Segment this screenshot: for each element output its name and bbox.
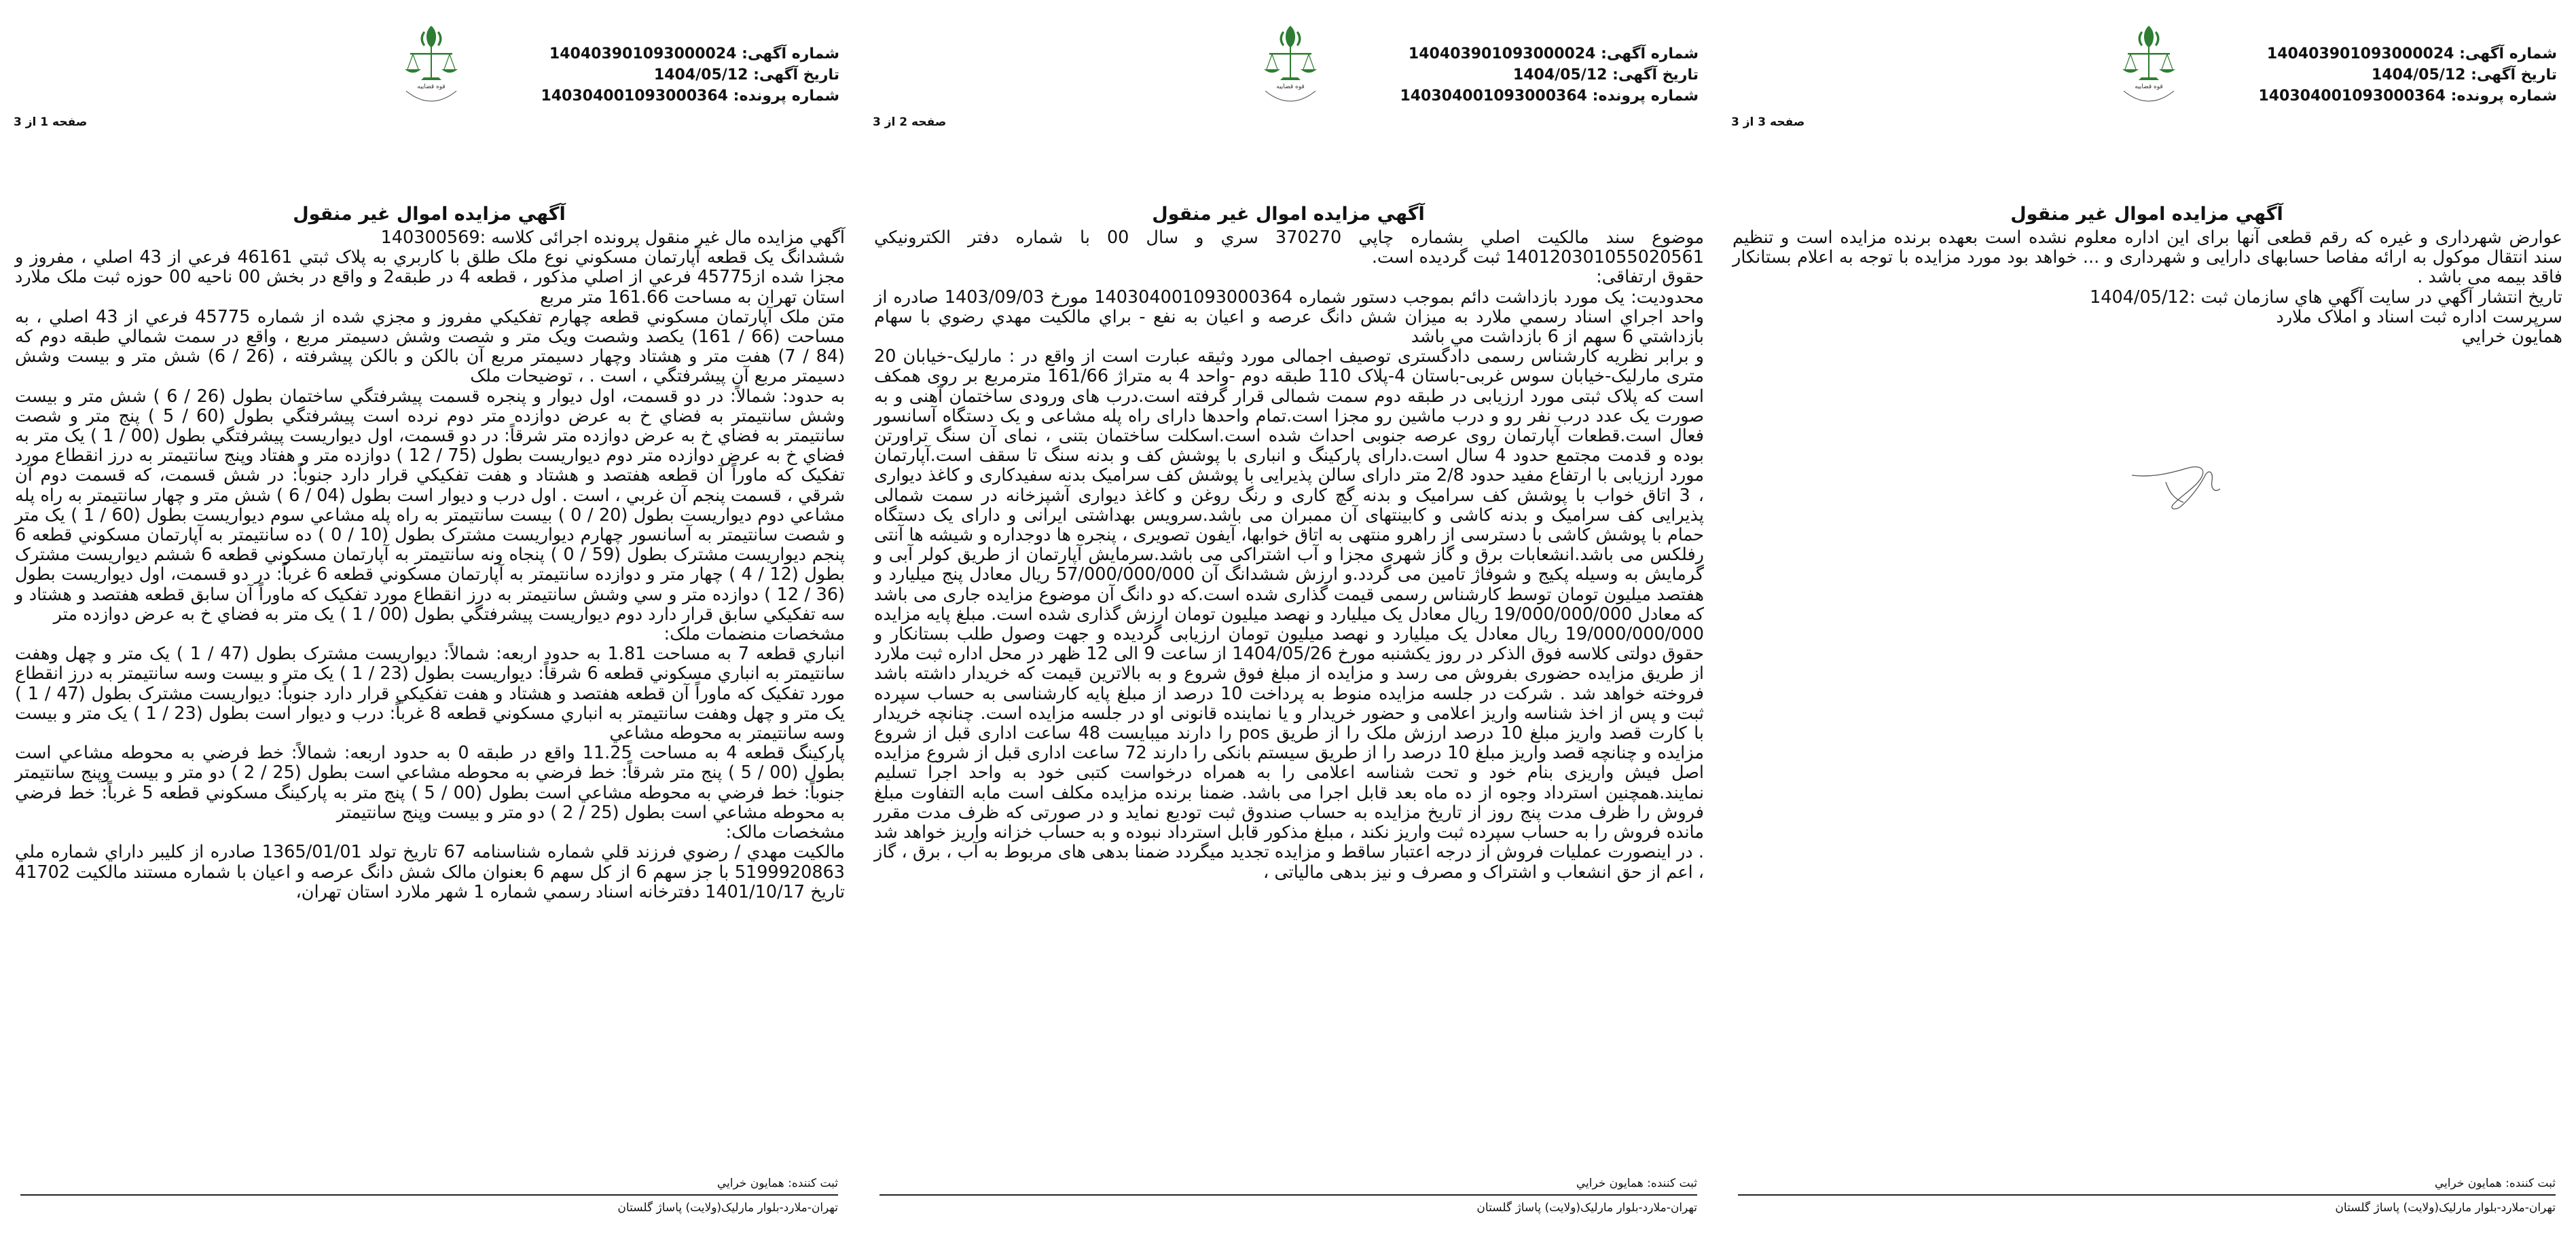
signer-name: همايون خرايي (2434, 1177, 2502, 1190)
ad-date-row (1400, 64, 1699, 86)
ad-date-row (541, 64, 839, 86)
notice-paragraph: مشخصات مالک: (725, 822, 845, 843)
registration-org-emblem-icon (394, 20, 469, 122)
ad-number-label: شماره آگهی: (2459, 45, 2557, 62)
ad-number-label: شماره آگهی: (742, 45, 839, 62)
page-number: صفحه 3 از 3 (1731, 115, 1805, 129)
signer-name: همايون خرايي (716, 1177, 784, 1190)
footer-signer (2435, 1177, 2556, 1190)
svg-text:قوه قضاییه: قوه قضاییه (417, 84, 446, 90)
ad-number-row (541, 43, 839, 64)
notice-title: آگهي مزايده اموال غير منقول (1152, 204, 1425, 225)
emblem-graphic (1253, 20, 1328, 122)
file-number-label: شماره پرونده: (1592, 88, 1699, 105)
svg-text:قوه قضاییه: قوه قضاییه (2135, 84, 2163, 90)
file-number-label: شماره پرونده: (2450, 88, 2557, 105)
file-number-row (541, 86, 839, 107)
notice-page-1-of-3 (0, 0, 858, 1235)
file-number: 140304001093000364 (2258, 88, 2446, 105)
file-number: 140304001093000364 (541, 88, 728, 105)
notice-paragraph: موضوع سند مالکیت اصلي بشماره چاپي 370270 سري و سال 00 با شماره دفتر الکترونيکي 140120301055020561 ثبت گرديده است. (874, 227, 1704, 268)
file-number: 140304001093000364 (1400, 88, 1587, 105)
emblem-graphic (2111, 20, 2186, 122)
notice-paragraph: عوارض شهرداری و غیره که رقم قطعی آنها برای این اداره معلوم نشده است بعهده برنده مزایده است و تنظیم سند انتقال موکول به ارائه مفاصا حسابهای دارایی و شهرداری و ... خواهد بود مورد مزایده با توجه به اعلام بستانکار فاقد بیمه می باشد . (1733, 227, 2562, 288)
registration-org-emblem-icon (2111, 20, 2186, 122)
notice-paragraph: و برابر نظریه کارشناس رسمی دادگستری توصیف اجمالی مورد وثیقه عبارت است از واقع در : مارلیک-خیابان 20 متری مارلیک-خیابان سوس غربی-باستان 4-پلاک 110 طبقه دوم -واحد 4 به متراژ 161/66 مترمربع بر روی همکف است که پلاک ثبتی مورد ارزیابی در طبقه دوم سمت شمالی قرار گرفته است.درب های ورودی ساختمان آهنی و به صورت یک عدد درب نفر رو و درب ماشین رو مجزا است.تمام واحدها دارای راه پله مشاعی و یک دستگاه آسانسور فعال است.قطعات آپارتمان روی عرصه جنوبی احداث شده است.اسکلت ساختمان بتنی ، نمای آن سنگ تراورتن بوده و قدمت مجتمع حدود 4 سال است.دارای پارکینگ و انباری با پوشش کف و بدنه سنگ تا سقف است.آپارتمان مورد ارزیابی با ارتفاع مفید حدود 2/8 متر دارای سالن پذیرایی با پوشش کف سرامیک بدنه سفیدکاری و کاغذ دیواری ، 3 اتاق خواب با پوشش کف سرامیک و بدنه گچ کاری و رنگ روغن و کاغذ دیواری آشپزخانه در سمت شمالی پذیرایی کف سرامیک و بدنه کاشی و کابینتهای آن ممبران می باشد.سرویس بهداشتی ایرانی و دارای یک دستگاه حمام با پوشش کاشی با دسترسی از راهرو منتهی به اتاق خوابها، آیفون تصویری ، پنجره ها دوجداره و شیشه ها آنتی رفلکس می باشد.انشعابات برق و گاز شهری مجزا و آب اشتراکی می باشد.سرمایش آپارتمان از طریق کولر آبی و گرمایش به وسیله پکیج و شوفاژ تامین می گردد.و ارزش ششدانگ آن 57/000/000/000 ریال معادل پنج میلیارد و هفتصد میلیون تومان توسط کارشناس رسمی قیمت گذاری شده است.که دو دانگ آن موضوع مزایده جاری می باشد که معادل 19/000/000/000 ریال معادل یک میلیارد و نهصد میلیون تومان ارزش گذاری شده است. مبلغ پایه مزایده 19/000/000/000 ریال معادل یک میلیارد و نهصد میلیون تومان ارزیابی گردیده و جهت وصول طلب بستانکار و حقوق دولتی کلاسه فوق الذکر در روز یکشنبه مورخ 1404/05/26 از ساعت 9 الی 12 ظهر در محل اداره ثبت ملارد از طریق مزایده حضوری بفروش می رسد و مزایده از مبلغ فوق شروع و به بالاترین قیمت که خریدار داشته باشد فروخته خواهد شد . شرکت در جلسه مزایده منوط به پرداخت 10 درصد از مبلغ پایه کارشناسی به حساب سپرده ثبت و پس از اخذ شناسه واریز اعلامی و حضور خریدار و یا نماینده قانونی او در جلسه مزایده است. چنانچه خریدار با کارت قصد واریز مبلغ 10 درصد ارزش ملک را از طریق pos را دارند میبایست 48 ساعت اداری قبل از شروع مزایده و چنانچه قصد واریز مبلغ 10 درصد را از طریق سیستم بانکی را دارند 72 ساعت اداری قبل از شروع مزایده اصل فیش واریزی بنام خود و تحت شناسه اعلامی را به همراه درخواست کتبی خود به واحد اجرا تسلیم نمایند.همچنین استرداد وجوه از ده ماه بعد قابل اجرا می باشد. ضمنا برنده مزایده مکلف است مابه التفاوت مبلغ فروش را ظرف مدت پنج روز از تاریخ مزایده به حساب صندوق ثبت تودیع نماید و در صورتی که ظرف مدت مقرر مانده فروش را به حساب سپرده ثبت واریز نکند ، مبلغ مذکور قابل استرداد نبوده و به حساب خزانه واریز خواهد شد . در اینصورت عملیات فروش از درجه اعتبار ساقط و مزایده تجدید میگردد ضمنا بدهی های مربوط به آب ، برق ، گاز ، اعم از حق انشعاب و اشتراک و مصرف و نیز بدهی مالیاتی ، (874, 346, 1705, 883)
notice-paragraph: تاريخ انتشار آگهي در سايت آگهي هاي سازمان ثبت :1404/05/12 (2090, 287, 2562, 308)
handwritten-signature-icon (2125, 448, 2247, 523)
page-number: صفحه 2 از 3 (873, 115, 947, 129)
footer-signer (717, 1177, 838, 1190)
notice-title: آگهي مزايده اموال غير منقول (293, 204, 566, 225)
svg-text:قوه قضاییه: قوه قضاییه (1276, 84, 1305, 90)
notice-paragraph: همايون خرايي (2461, 327, 2562, 348)
footer-divider (20, 1194, 838, 1196)
signer-label: ثبت کننده: (2505, 1177, 2556, 1190)
footer-address: تهران-ملارد-بلوار مارليک(ولايت) پاساژ گلستان (617, 1201, 838, 1215)
notice-body (1733, 228, 2562, 347)
notice-paragraph: حقوق ارتفاقی: (1596, 267, 1704, 288)
ad-date-label: تاریخ آگهی: (2471, 67, 2557, 84)
page-number: صفحه 1 از 3 (14, 115, 88, 129)
signer-label: ثبت کننده: (788, 1177, 838, 1190)
footer-divider (1738, 1194, 2556, 1196)
notice-paragraph: به حدود: شمالاً: در دو قسمت، اول ديوار و پنجره قسمت پيشرفتگي ساختمان بطول (26 / 6 ) شش متر و بيست وشش سانتيمتر به فضاي خ به عرض دوازده متر دوم نرده است پيشرفتگي بطول (60 / 5 ) پنج متر و شصت سانتيمتر به فضاي خ به عرض دوازده متر شرقاً: در دو قسمت، اول ديواريست پيشرفتگي بطول (00 / 1 ) يک متر به فضاي خ به عرض دوازده متر دوم ديواريست بطول (75 / 12 ) دوازده متر و هفتاد وپنج سانتيمتر به درز انقطاع مورد تفکيک که ماوراً آن قطعه هفتصد و هشتاد و هفت تفکيکي قرار دارد جنوباً: در شش قسمت، که قسمت دوم آن شرقي ، قسمت پنجم آن غربي ، است . اول درب و ديوار است بطول (04 / 6 ) شش متر و چهار سانتيمتر به راه پله مشاعي دوم ديواريست بطول (20 / 0 ) بيست سانتيمتر به راه پله مشاعي سوم ديواريست بطول (60 / 1 ) يک متر و شصت سانتيمتر به آسانسور چهارم ديواريست مشترک بطول (10 / 0 ) ده سانتيمتر به آپارتمان مسکوني قطعه 6 پنجم ديواريست مشترک بطول (59 / 0 ) پنجاه ونه سانتيمتر به آپارتمان مسکوني قطعه 6 ششم ديواريست مشترک بطول (12 / 4 ) چهار متر و دوازده سانتيمتر به آپارتمان مسکوني قطعه 6 غرباً: در دو قسمت، اول ديواريست بطول (36 / 12 ) دوازده متر و سي وشش سانتيمتر به درز انقطاع مورد تفکيک که ماوراً آن سابق قطعه هفتصد و هشتاد و سه تفکيکي سابق قرار دارد دوم ديواريست پيشرفتگي بطول (00 / 1 ) يک متر به فضاي خ به عرض دوازده متر (15, 386, 846, 625)
ad-number-label: شماره آگهی: (1601, 45, 1699, 62)
notice-paragraph: ششدانگ يک قطعه آپارتمان مسکوني نوع ملک طلق با کاربري به پلاک ثبتي 46161 فرعي از 43 اصلي ، مفروز و مجزا شده از45775 فرعي از اصلي مذکور ، قطعه 4 در طبقه2 و واقع در بخش 00 ناحيه 00 حوزه ثبت ملک ملارد استان تهران به مساحت 161.66 متر مربع (15, 247, 845, 308)
ad-number-row (1400, 43, 1699, 64)
notice-paragraph: پارکينگ قطعه 4 به مساحت 11.25 واقع در طبقه 0 به حدود اربعه: شمالاً: خط فرضي به محوطه مشاعي است بطول (00 / 5 ) پنج متر شرقاً: خط فرضي به محوطه مشاعي است بطول (25 / 2 ) دو متر و بيست وپنج سانتيمتر جنوباً: خط فرضي به محوطه مشاعي است بطول (00 / 5 ) پنج متر به پارکينگ مسکوني قطعه 5 غرباً: خط فرضي به محوطه مشاعي است بطول (25 / 2 ) دو متر و بيست وپنج سانتيمتر (15, 743, 846, 823)
ad-number-row (2258, 43, 2557, 64)
notice-paragraph: متن ملک آپارتمان مسکوني قطعه چهارم تفکيکي مفروز و مجزي شده از شماره 45775 فرعي از 43 اصلي ، به مساحت (66 / 161) يکصد وشصت ويک متر و شصت وشش دسيمتر مربع ، واقع در سمت شمالي طبقه دوم که (84 / 7) هفت متر و هشتاد وچهار دسيمتر مربع آن بالکن و بالکن پيشرفته ، (26 / 6) شش متر و بيست وشش دسيمتر مربع آن پيشرفتگي ، است . ، توضيحات ملک (15, 306, 846, 387)
ad-date: 1404/05/12 (2371, 67, 2466, 84)
ad-number: 140403901093000024 (549, 45, 737, 62)
notice-meta (541, 43, 839, 107)
footer-signer (1576, 1177, 1697, 1190)
ad-number: 140403901093000024 (2266, 45, 2454, 62)
notice-body (874, 228, 1704, 883)
file-number-label: شماره پرونده: (733, 88, 839, 105)
notice-page-3-of-3 (1718, 0, 2576, 1235)
signature-stroke (2125, 448, 2247, 523)
notice-body (15, 228, 845, 902)
file-number-row (1400, 86, 1699, 107)
notice-paragraph: محدوديت: يک مورد بازداشت دائم بموجب دستور شماره 140304001093000364 مورخ 1403/09/03 صادره از واحد اجراي اسناد رسمي ملارد به ميزان شش دانگ عرصه و اعيان به نفع - براي مالکيت مهدي رضوي با سهام بازداشتي 6 سهم از 6 بازداشت مي باشد (874, 287, 1704, 348)
signer-label: ثبت کننده: (1647, 1177, 1697, 1190)
notice-paragraph: مشخصات منضمات ملک: (664, 624, 845, 645)
ad-date: 1404/05/12 (1512, 67, 1608, 84)
footer-address: تهران-ملارد-بلوار مارليک(ولايت) پاساژ گلستان (1476, 1201, 1697, 1215)
footer-divider (879, 1194, 1697, 1196)
notice-paragraph: مالکيت مهدي / رضوي فرزند قلي شماره شناسنامه 67 تاريخ تولد 1365/01/01 صادره از کليبر داراي شماره ملي 5199920863 با جز سهم 6 از کل سهم 6 بعنوان مالک شش دانگ عرصه و اعيان با شماره مستند مالکيت 41702 تاريخ 1401/10/17 دفترخانه اسناد رسمي شماره 1 شهر ملارد استان تهران، (15, 842, 846, 902)
ad-date-label: تاریخ آگهی: (1612, 67, 1699, 84)
emblem-graphic (394, 20, 469, 122)
ad-date-row (2258, 64, 2557, 86)
registration-org-emblem-icon (1253, 20, 1328, 122)
notice-title: آگهي مزايده اموال غير منقول (2010, 204, 2283, 225)
signer-name: همايون خرايي (1576, 1177, 1644, 1190)
ad-date: 1404/05/12 (653, 67, 748, 84)
file-number-row (2258, 86, 2557, 107)
notice-meta (2258, 43, 2557, 107)
footer-address: تهران-ملارد-بلوار مارليک(ولايت) پاساژ گلستان (2335, 1201, 2556, 1215)
notice-paragraph: انباري قطعه 7 به مساحت 1.81 به حدود اربعه: شمالاً: ديواريست مشترک بطول (47 / 1 ) يک متر و چهل وهفت سانتيمتر به انباري مسکوني قطعه 6 شرقاً: ديواريست بطول (23 / 1 ) يک متر و بيست وسه سانتيمتر به درز انقطاع مورد تفکيک که ماوراً آن قطعه هفتصد و هشتاد و هفت تفکيکي قرار دارد جنوباً: ديواريست مشترک بطول (47 / 1 ) يک متر و چهل وهفت سانتيمتر به انباري مسکوني قطعه 8 غرباً: درب و ديوار است بطول (23 / 1 ) يک متر و بيست وسه سانتيمتر به محوطه مشاعي (15, 644, 845, 744)
ad-date-label: تاریخ آگهی: (753, 67, 839, 84)
notice-paragraph: آگهي مزايده مال غير منقول پرونده اجرائی کلاسه :140300569 (380, 227, 845, 248)
ad-number: 140403901093000024 (1408, 45, 1596, 62)
notice-page-2-of-3 (859, 0, 1718, 1235)
notice-meta (1400, 43, 1699, 107)
notice-paragraph: سرپرست اداره ثبت اسناد و املاک ملارد (2276, 306, 2562, 327)
